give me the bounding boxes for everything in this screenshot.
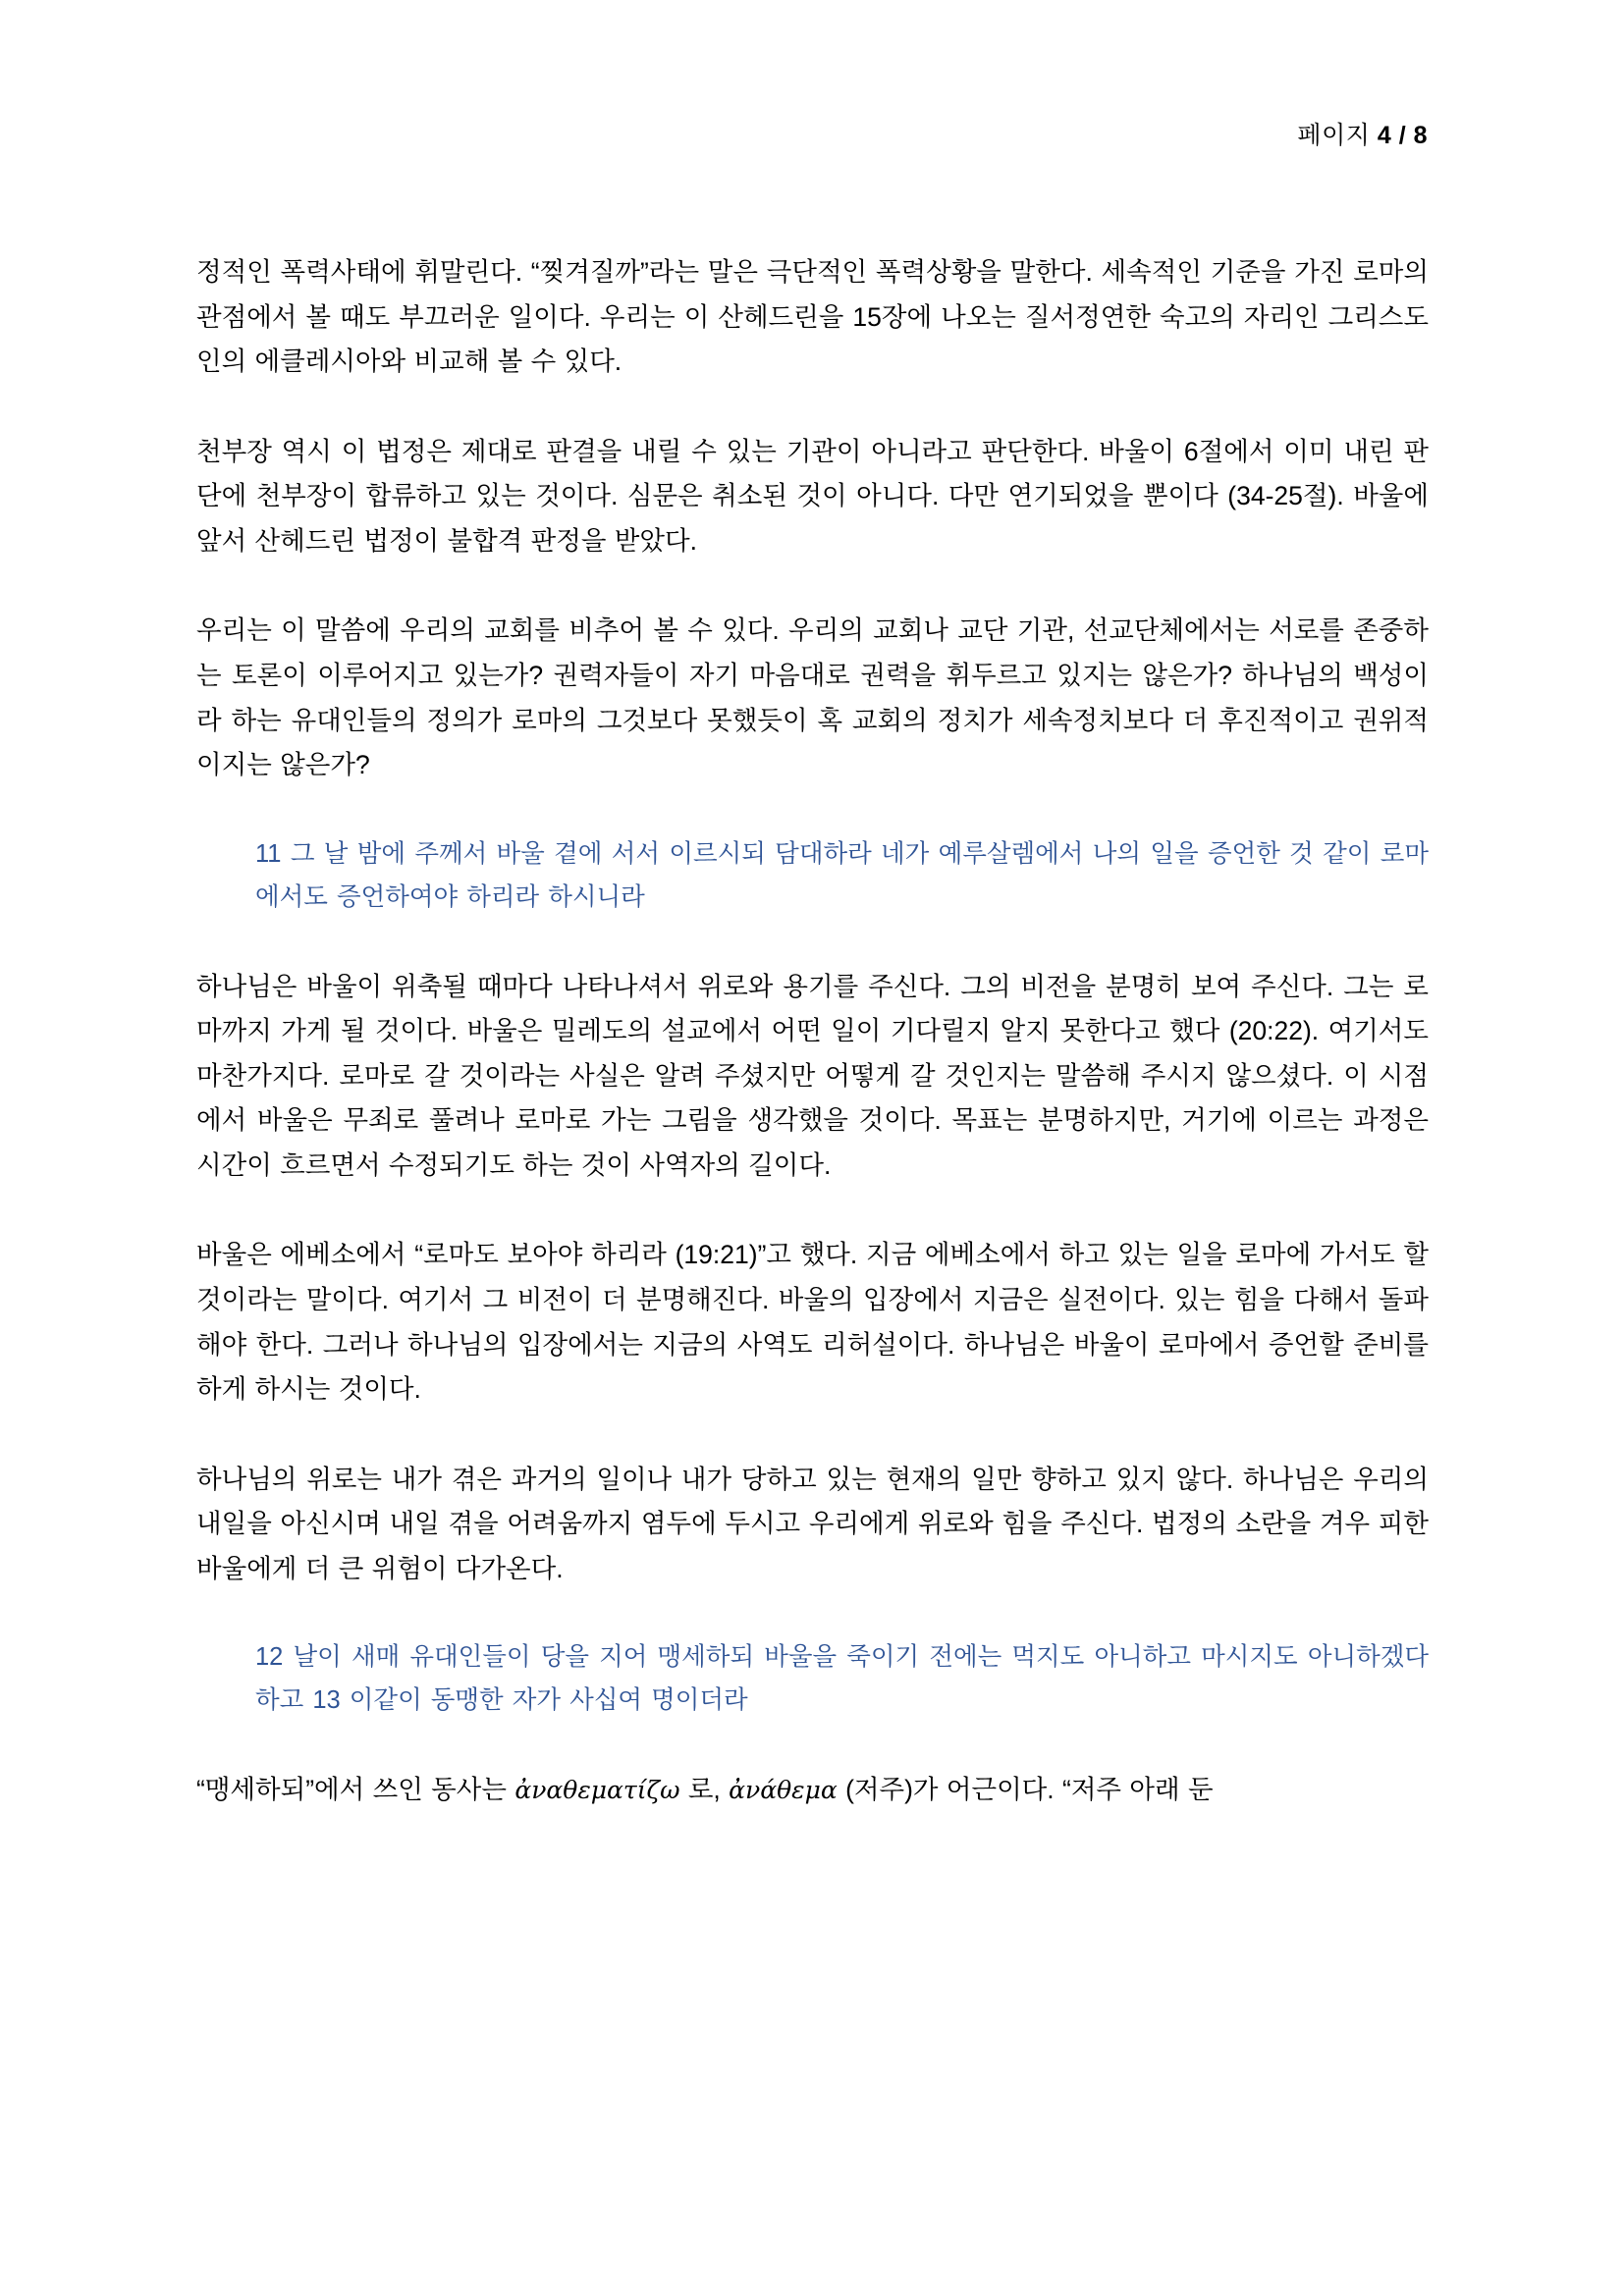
greek-word-anathematizo: ἀναθεματίζω [514, 1776, 680, 1805]
greek-word-anathema: ἀνάθεμα [729, 1776, 838, 1805]
paragraph: 하나님은 바울이 위축될 때마다 나타나셔서 위로와 용기를 주신다. 그의 비전을 분명히 보여 주신다. 그는 로마까지 가게 될 것이다. 바울은 밀레도의 설교에서 어떤 일이 기다릴지 알지 못한다고 했다 (20:22). 여기서도 마찬가지다. 로마로 갈 것이라는 사실은 알려 주셨지만 어떻게 갈 것인지는 말씀해 주시지 않으셨다. 이 시점에서 바울은 무죄로 풀려나 로마로 가는 그림을 생각했을 것이다. 목표는 분명하지만, 거기에 이르는 과정은 시간이 흐르면서 수정되기도 하는 것이 사역자의 길이다. [196, 971, 1429, 1180]
paragraph: 바울은 에베소에서 “로마도 보아야 하리라 (19:21)”고 했다. 지금 에베소에서 하고 있는 일을 로마에 가서도 할 것이라는 말이다. 여기서 그 비전이 더 분명해진다. 바울의 입장에서 지금은 실전이다. 있는 힘을 다해서 돌파해야 한다. 그러나 하나님의 입장에서는 지금의 사역도 리허설이다. 하나님은 바울이 로마에서 증언할 준비를 하게 하시는 것이다. [196, 1240, 1429, 1405]
paragraph: 우리는 이 말씀에 우리의 교회를 비추어 볼 수 있다. 우리의 교회나 교단 기관, 선교단체에서는 서로를 존중하는 토론이 이루어지고 있는가? 권력자들이 자기 마음대로 권력을 휘두르고 있지는 않은가? 하나님의 백성이라 하는 유대인들의 정의가 로마의 그것보다 못했듯이 혹 교회의 정치가 세속정치보다 더 후진적이고 권위적이지는 않은가? [196, 615, 1429, 780]
paragraph: 하나님의 위로는 내가 겪은 과거의 일이나 내가 당하고 있는 현재의 일만 향하고 있지 않다. 하나님은 우리의 내일을 아신시며 내일 겪을 어려움까지 염두에 두시고 우리에게 위로와 힘을 주신다. 법정의 소란을 겨우 피한 바울에게 더 큰 위험이 다가온다. [196, 1464, 1429, 1583]
page-current: 4 [1377, 122, 1392, 149]
paragraph: 정적인 폭력사태에 휘말린다. “찢겨질까”라는 말은 극단적인 폭력상황을 말한다. 세속적인 기준을 가진 로마의 관점에서 볼 때도 부끄러운 일이다. 우리는 이 산헤드린을 15장에 나오는 질서정연한 숙고의 자리인 그리스도인의 에클레시아와 비교해 볼 수 있다. [196, 257, 1429, 377]
page-number-header [1297, 116, 1428, 151]
document-body [196, 250, 1429, 1813]
paragraph-text-middle: 로, [679, 1775, 730, 1805]
verse-number: 12 [255, 1643, 284, 1672]
paragraph-with-greek [196, 1768, 1429, 1813]
page-separator: / [1398, 122, 1407, 149]
scripture-quote [196, 1636, 1429, 1723]
page-total: 8 [1413, 122, 1428, 149]
verse-number: 11 [255, 839, 282, 868]
verse-text: 그 날 밤에 주께서 바울 곁에 서서 이르시되 담대하라 네가 예루살렘에서 나의 일을 증언한 것 같이 로마에서도 증언하여야 하리라 하시니라 [255, 839, 1429, 911]
page-label: 페이지 [1297, 122, 1371, 149]
paragraph: 천부장 역시 이 법정은 제대로 판결을 내릴 수 있는 기관이 아니라고 판단한다. 바울이 6절에서 이미 내린 판단에 천부장이 합류하고 있는 것이다. 심문은 취소된 것이 아니다. 다만 연기되었을 뿐이다 (34-25절). 바울에 앞서 산헤드린 법정이 불합격 판정을 받았다. [196, 436, 1429, 556]
scripture-quote [196, 833, 1429, 920]
paragraph-text-before: “맹세하되”에서 쓰인 동사는 [196, 1775, 515, 1805]
verse-text: 날이 새매 유대인들이 당을 지어 맹세하되 바울을 죽이기 전에는 먹지도 아니하고 마시지도 아니하겠다 하고 13 이같이 동맹한 자가 사십여 명이더라 [255, 1643, 1429, 1715]
paragraph-text-after: (저주)가 어근이다. “저주 아래 둔 [837, 1775, 1214, 1805]
